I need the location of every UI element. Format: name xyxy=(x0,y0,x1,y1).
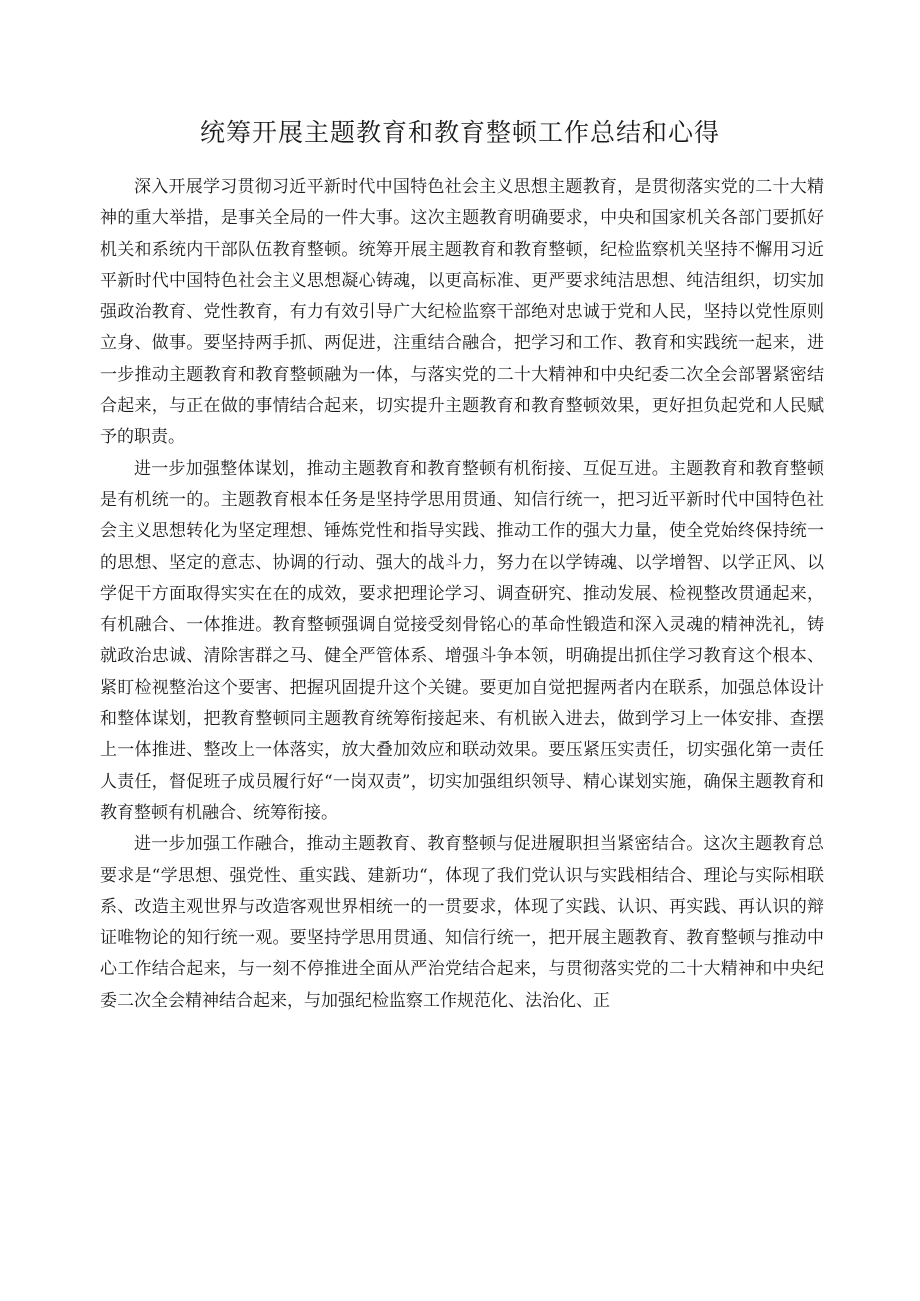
paragraph-1: 深入开展学习贯彻习近平新时代中国特色社会主义思想主题教育，是贯彻落实党的二十大精神的重大举措，是事关全局的一件大事。这次主题教育明确要求，中央和国家机关各部门要抓好机关和系统内干部队伍教育整顿。统筹开展主题教育和教育整顿，纪检监察机关坚持不懈用习近平新时代中国特色社会主义思想凝心铸魂，以更高标准、更严要求纯洁思想、纯洁组织，切实加强政治教育、党性教育，有力有效引导广大纪检监察干部绝对忠诚于党和人民，坚持以党性原则立身、做事。要坚持两手抓、两促进，注重结合融合，把学习和工作、教育和实践统一起来，进一步推动主题教育和教育整顿融为一体，与落实党的二十大精神和中央纪委二次全会部署紧密结合起来，与正在做的事情结合起来，切实提升主题教育和教育整顿效果，更好担负起党和人民赋予的职责。 xyxy=(100,177,824,448)
paragraph-3: 进一步加强工作融合，推动主题教育、教育整顿与促进履职担当紧密结合。这次主题教育总要求是“学思想、强党性、重实践、建新功“，体现了我们党认识与实践相结合、理论与实际相联系、改造主观世界与改造客观世界相统一的一贯要求，体现了实践、认识、再实践、再认识的辩证唯物论的知行统一观。要坚持学思用贯通、知信行统一，把开展主题教育、教育整顿与推动中心工作结合起来，与一刻不停推进全面从严治党结合起来，与贯彻落实党的二十大精神和中央纪委二次全会精神结合起来，与加强纪检监察工作规范化、法治化、正 xyxy=(100,834,824,1011)
document-title: 统筹开展主题教育和教育整顿工作总结和心得 xyxy=(199,118,720,147)
paragraph-2: 进一步加强整体谋划，推动主题教育和教育整顿有机衔接、互促互进。主题教育和教育整顿是有机统一的。主题教育根本任务是坚持学思用贯通、知信行统一，把习近平新时代中国特色社会主义思想转化为坚定理想、锤炼党性和指导实践、推动工作的强大力量，使全党始终保持统一的思想、坚定的意志、协调的行动、强大的战斗力，努力在以学铸魂、以学增智、以学正风、以学促干方面取得实实在在的成效，要求把理论学习、调查研究、推动发展、检视整改贯通起来，有机融合、一体推进。教育整顿强调自觉接受刻骨铭心的革命性锻造和深入灵魂的精神洗礼，铸就政治忠诚、清除害群之马、健全严管体系、增强斗争本领，明确提出抓住学习教育这个根本、紧盯检视整治这个要害、把握巩固提升这个关键。要更加自觉把握两者内在联系，加强总体设计和整体谋划，把教育整顿同主题教育统筹衔接起来、有机嵌入进去，做到学习上一体安排、查摆上一体推进、整改上一体落实，放大叠加效应和联动效果。要压紧压实责任，切实强化第一责任人责任，督促班子成员履行好“一岗双责”，切实加强组织领导、精心谋划实施，确保主题教育和教育整顿有机融合、统筹衔接。 xyxy=(100,458,824,823)
document-body xyxy=(100,172,824,1017)
